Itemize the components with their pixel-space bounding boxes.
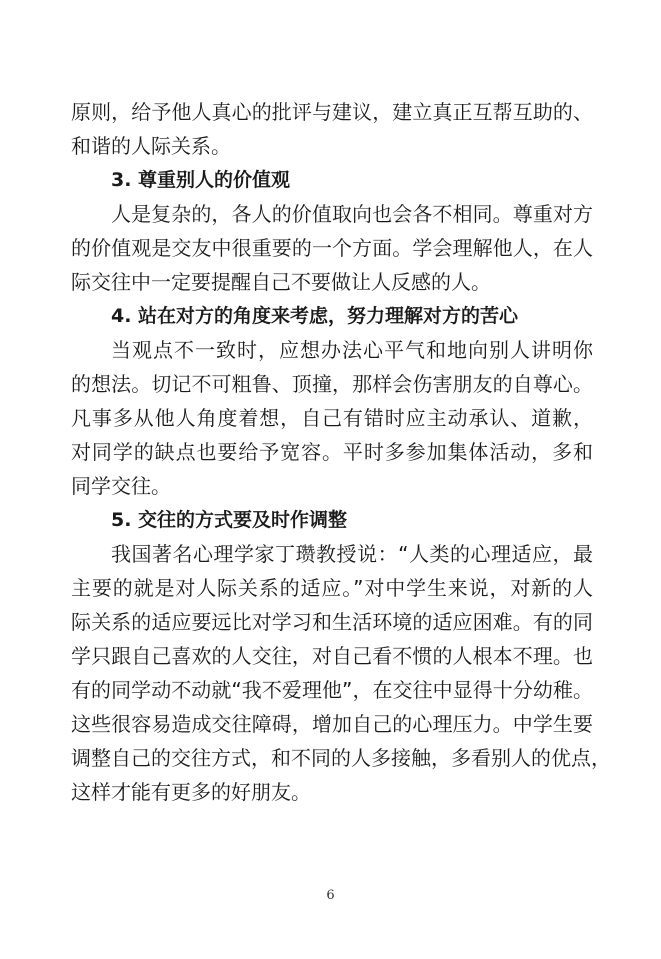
page-number: 6: [326, 888, 335, 903]
paragraph-line: 凡事多从他人角度着想，自己有错时应主动承认、道歉，: [71, 406, 593, 430]
paragraph-line: 同学交往。: [71, 474, 171, 498]
paragraph-line: 学只跟自己喜欢的人交往，对自己看不惯的人根本不理。也: [71, 644, 593, 668]
paragraph-line: 对同学的缺点也要给予宽容。平时多参加集体活动，多和: [71, 440, 593, 464]
section-heading: 3. 尊重别人的价值观: [111, 169, 291, 191]
paragraph-line: 的想法。切记不可粗鲁、顶撞，那样会伤害朋友的自尊心。: [71, 372, 593, 396]
paragraph-line: 际交往中一定要提醒自己不要做让人反感的人。: [71, 270, 491, 294]
section-heading: 5. 交往的方式要及时作调整: [111, 509, 348, 531]
section-heading: 4. 站在对方的角度来考虑，努力理解对方的苦心: [111, 305, 519, 327]
paragraph-line: 主要的就是对人际关系的适应。”对中学生来说，对新的人: [71, 576, 593, 600]
paragraph-line: 我国著名心理学家丁瓒教授说：“人类的心理适应，最: [111, 542, 593, 566]
paragraph-line: 际关系的适应要远比对学习和生活环境的适应困难。有的同: [71, 610, 593, 634]
paragraph-line: 的价值观是交友中很重要的一个方面。学会理解他人，在人: [71, 236, 593, 260]
document-body: [71, 95, 611, 809]
paragraph-line: 当观点不一致时，应想办法心平气和地向别人讲明你: [111, 338, 593, 362]
paragraph-line: 和谐的人际关系。: [71, 134, 231, 158]
paragraph-line: 有的同学动不动就“我不爱理他”，在交往中显得十分幼稚。: [71, 678, 593, 702]
paragraph-line: 调整自己的交往方式，和不同的人多接触，多看别人的优点，: [71, 746, 611, 770]
paragraph-line: 人是复杂的，各人的价值取向也会各不相同。尊重对方: [111, 202, 593, 226]
paragraph-line: 这样才能有更多的好朋友。: [71, 780, 311, 804]
paragraph-line: 原则，给予他人真心的批评与建议，建立真正互帮互助的、: [71, 100, 593, 124]
paragraph-line: 这些很容易造成交往障碍，增加自己的心理压力。中学生要: [71, 712, 593, 736]
